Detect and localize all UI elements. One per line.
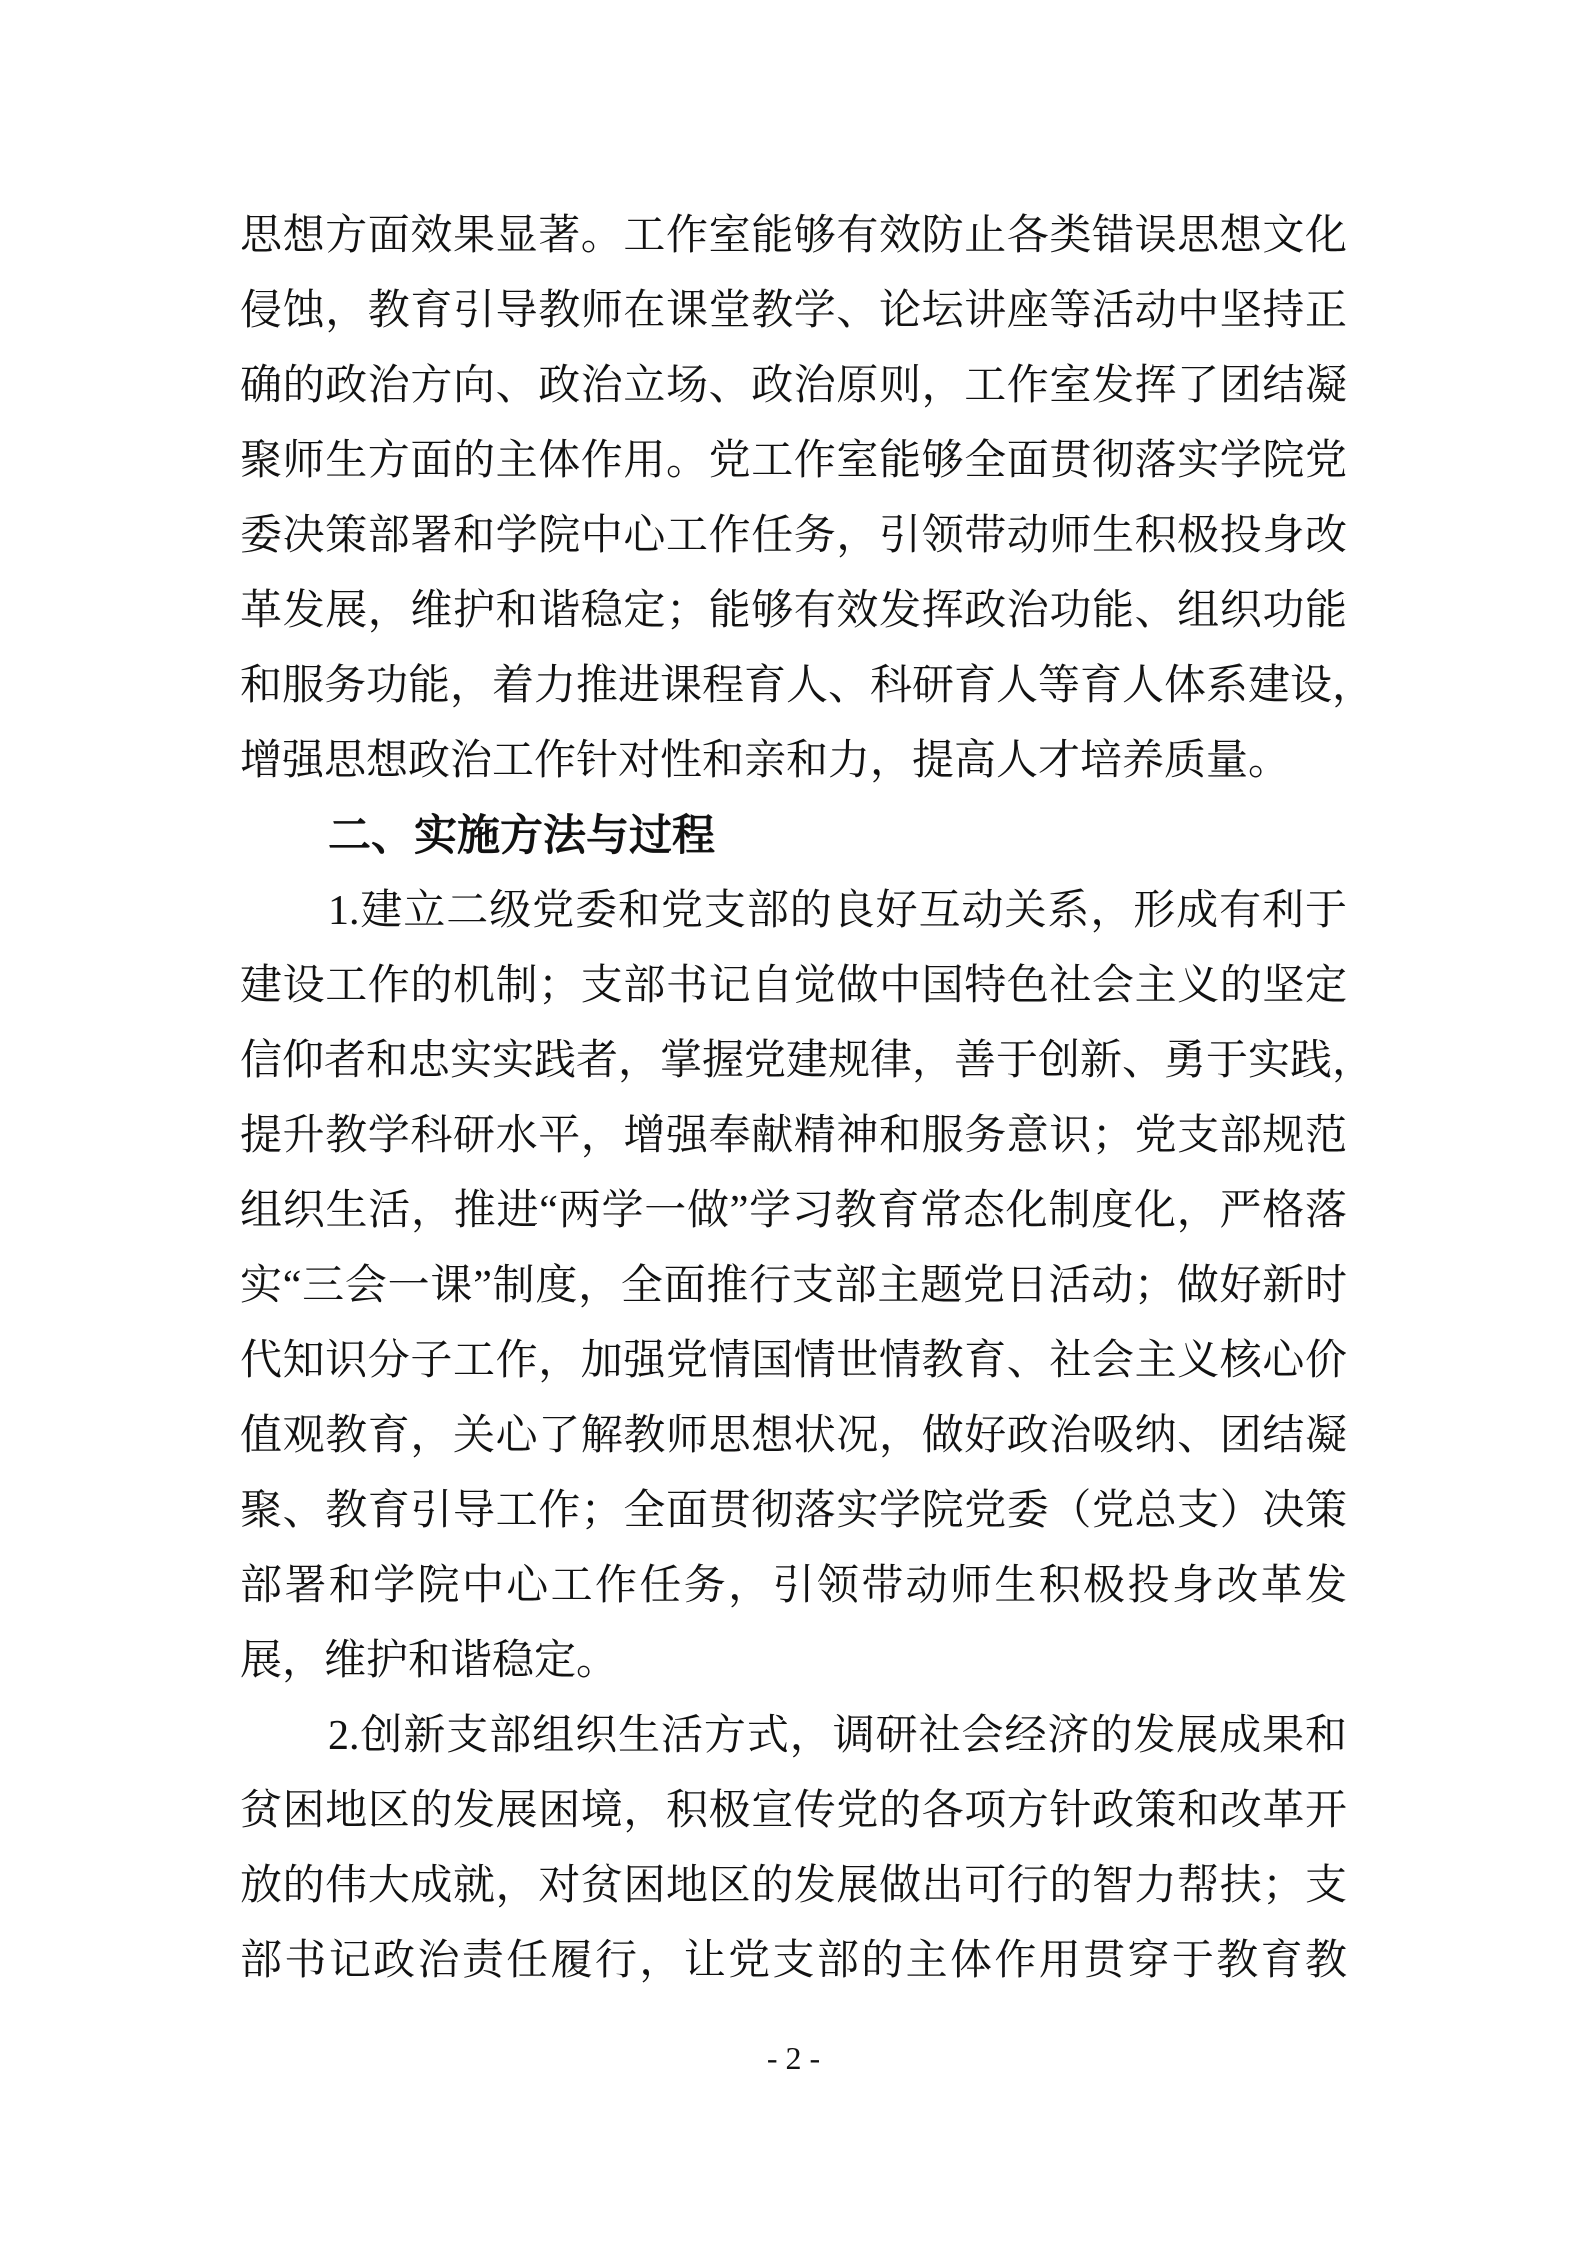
text-line: 部书记政治责任履行，让党支部的主体作用贯穿于教育教 <box>240 1938 1347 1984</box>
text-line: 值观教育，关心了解教师思想状况，做好政治吸纳、团结凝 <box>240 1413 1347 1459</box>
text-line: 思想方面效果显著。工作室能够有效防止各类错误思想文化 <box>240 213 1347 259</box>
text-line: 1.建立二级党委和党支部的良好互动关系，形成有利于 <box>328 888 1347 934</box>
text-line: 侵蚀，教育引导教师在课堂教学、论坛讲座等活动中坚持正 <box>240 288 1347 334</box>
text-line: 信仰者和忠实实践者，掌握党建规律，善于创新、勇于实践， <box>240 1038 1375 1084</box>
text-line: 组织生活，推进“两学一做”学习教育常态化制度化，严格落 <box>240 1188 1347 1234</box>
page-number: - 2 - <box>766 2040 821 2076</box>
text-line: 2.创新支部组织生活方式，调研社会经济的发展成果和 <box>328 1713 1347 1759</box>
text-line: 建设工作的机制；支部书记自觉做中国特色社会主义的坚定 <box>240 963 1347 1009</box>
text-line: 和服务功能，着力推进课程育人、科研育人等育人体系建设， <box>240 663 1375 709</box>
text-line: 聚、教育引导工作；全面贯彻落实学院党委（党总支）决策 <box>240 1488 1347 1534</box>
text-line: 提升教学科研水平，增强奉献精神和服务意识；党支部规范 <box>240 1113 1347 1159</box>
text-line: 部署和学院中心工作任务，引领带动师生积极投身改革发 <box>240 1563 1347 1609</box>
text-line: 聚师生方面的主体作用。党工作室能够全面贯彻落实学院党 <box>240 438 1347 484</box>
text-line: 确的政治方向、政治立场、政治原则，工作室发挥了团结凝 <box>240 363 1347 409</box>
text-line: 革发展，维护和谐稳定；能够有效发挥政治功能、组织功能 <box>240 588 1347 634</box>
text-line: 展，维护和谐稳定。 <box>240 1638 619 1684</box>
text-line: 贫困地区的发展困境，积极宣传党的各项方针政策和改革开 <box>240 1788 1347 1834</box>
text-line: 增强思想政治工作针对性和亲和力，提高人才培养质量。 <box>240 738 1291 784</box>
section-heading: 二、实施方法与过程 <box>328 812 715 860</box>
text-line: 实“三会一课”制度，全面推行支部主题党日活动；做好新时 <box>240 1263 1347 1309</box>
page-body <box>240 199 1375 1999</box>
text-line: 代知识分子工作，加强党情国情世情教育、社会主义核心价 <box>240 1338 1347 1384</box>
text-line: 放的伟大成就，对贫困地区的发展做出可行的智力帮扶；支 <box>240 1863 1347 1909</box>
text-line: 委决策部署和学院中心工作任务，引领带动师生积极投身改 <box>240 513 1347 559</box>
